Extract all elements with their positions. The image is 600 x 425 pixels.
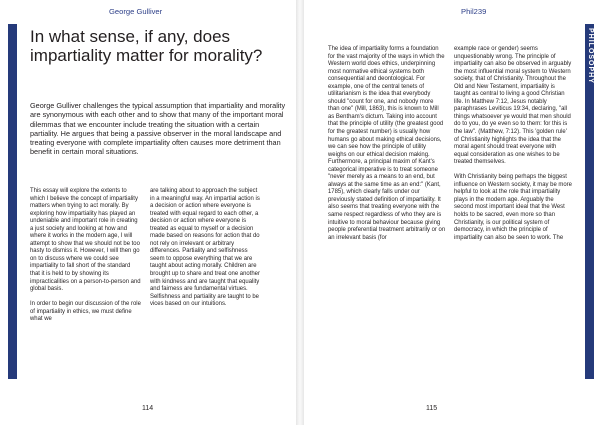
body-paragraph: are talking about to approach the subject in a meaningful way. An impartial action is a decision or action where everyone is treated with equal regard to each other, a decision or action where everyone is treated as equal to myself or a decision made based on reasons for action that do not rely on irrelevant or arbitrary differences. Partiality and selfishness seem to oppose everything that we are taught about acting morally. Children are brought up to share and treat one another with kindness and are taught that equality and fairness are fundamental virtues. Selfishness and partiality are taught to be vices based on our intuitions. [150,188,260,308]
article-title: In what sense, if any, does impartiality matter for morality? [30,27,263,66]
page-number-left: 114 [142,405,154,412]
right-column-1 [328,46,446,250]
left-column-1 [30,188,141,331]
left-column-2 [150,188,260,316]
left-margin-stripe [8,24,17,379]
body-paragraph: In order to begin our discussion of the role of impartiality in ethics, we must define what we [30,301,141,323]
article-intro: George Gulliver challenges the typical assumption that impartiality and morality are synonymous with each other and to show that many of the important moral dilemmas that we encounter include treating the situation with a certain partiality. He argues that being a passive observer in the moral landscape and treating everyone with complete impartiality often causes more detriment than benefit in certain moral situations. [30,101,286,157]
section-tab [585,24,594,379]
page-number-right: 115 [426,405,438,412]
body-paragraph: With Christianity being perhaps the biggest influence on Western society, it may be more helpful to look at the role that impartiality plays in the modern age. Arguably the second most important ideal that the West holds to be sacred, even more so than Christianity, is our political system of democracy, in which the principle of impartiality can also be seen to work. The [454,174,572,241]
book-gutter [296,0,304,425]
course-running-head: Phil239 [461,7,487,16]
body-paragraph: This essay will explore the extents to which I believe the concept of impartiality matters when trying to act morally. By exploring how impartiality has played an undeniable and important role in creating a just society and looking at how and where it works in the modern age, I will attempt to show that we should not be too hasty to dismiss it. However, I will then go on to discuss where we could see impartiality to fall short of the standard that it is held to by showing its impracticalities on a person-to-person and global basis. [30,188,141,293]
author-running-head: George Gulliver [109,7,163,16]
left-page [0,0,296,425]
right-page [304,0,600,425]
body-paragraph: example race or gender) seems unquestionably wrong. The principle of impartiality can also be observed in arguably the most influential moral system to Western society, that of Christianity. Throughout the Old and New Testament, impartiality is taught as central to living a good Christian life. In Matthew 7:12, Jesus notably paraphrases Leviticus 19:34, declaring, "all things whatsoever ye would that men should do to you, do ye even so to them: for this is the law". (Matthew, 7:12). This 'golden rule' of Christianity highlights the idea that the moral agent should treat everyone with equal consideration as one wishes to be treated themselves. [454,46,572,166]
body-paragraph: The idea of impartiality forms a foundation for the vast majority of the ways in which the Western world does ethics, underpinning most normative ethical systems both consequential and deontological. For example, one of the central tenets of utilitarianism is the idea that everybody should "count for one, and nobody more than one" (Mill, 1863), this is known to Mill as Bentham's dictum. Taking into account that the principle of utility (the greatest good for the greatest number) is usually how humans go about making ethical decisions, we can see how the principle of utility weighs on our ethical decision making. Furthermore, a principal maxim of Kant's categorical imperative is to treat someone "never merely as a means to an end, but always at the same time as an end:" (Kant, 1785), which clearly falls under our previously stated definition of impartiality. It also seems that treating everyone with the same respect regardless of who they are is intuitive to moral behaviour because giving people preferential treatment arbitrarily or on an irrelevant basis (for [328,46,446,241]
right-column-2 [454,46,572,250]
section-tab-label: PHILOSOPHY [587,28,594,84]
